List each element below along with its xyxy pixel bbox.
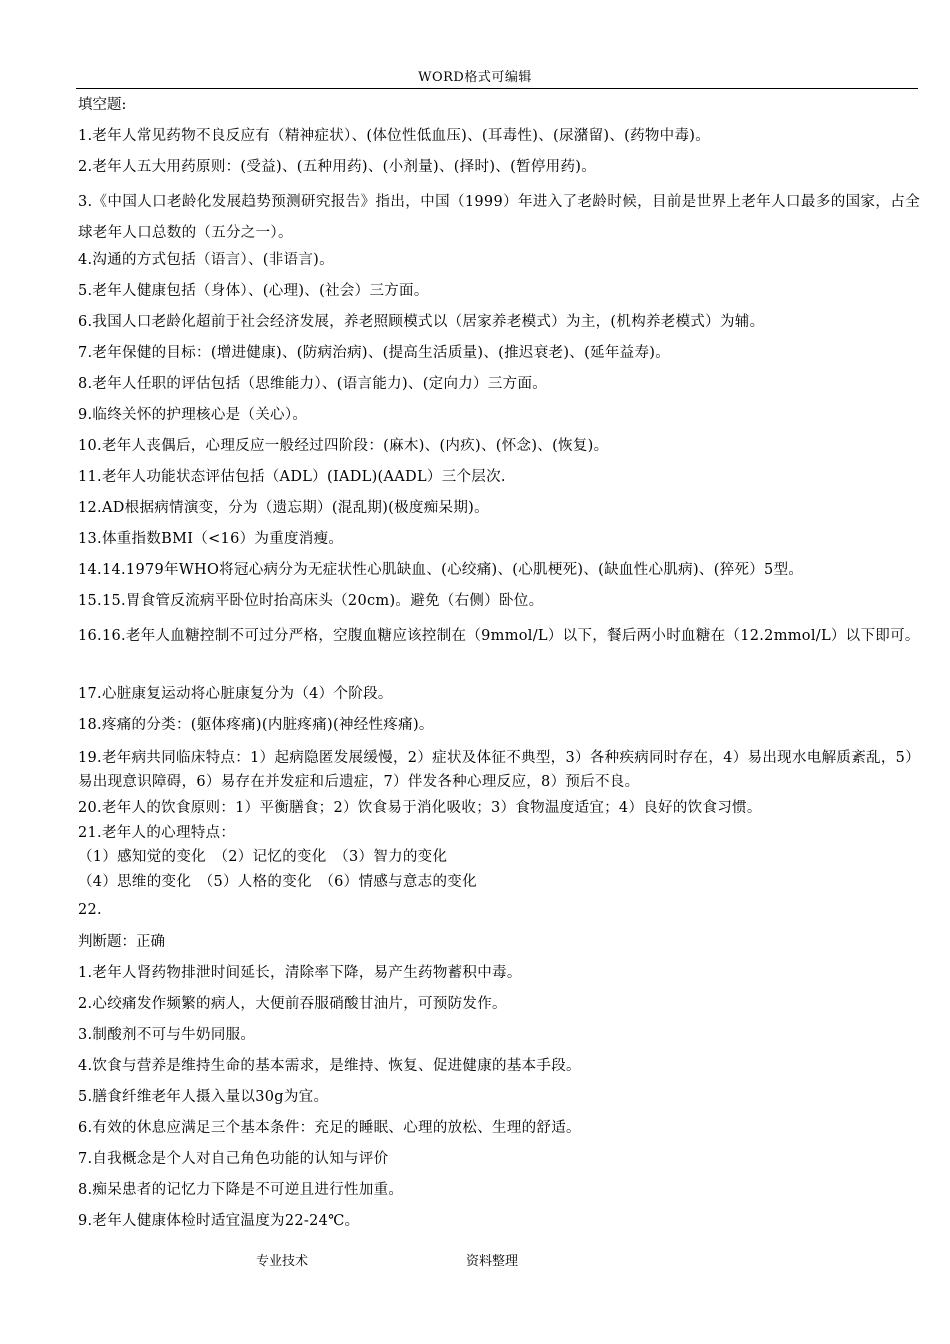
judge-item-9: 9.老年人健康体检时适宜温度为22-24℃。 [78, 1213, 360, 1229]
fill-item-6: 6.我国人口老龄化超前于社会经济发展，养老照顾模式以（居家养老模式）为主，(机构养老模式）为辅。 [78, 314, 765, 330]
header-rule [76, 88, 918, 89]
fill-item-20: 20.老年人的饮食原则：1）平衡膳食；2）饮食易于消化吸收；3）食物温度适宜；4）良好的饮食习惯。 [78, 800, 762, 816]
fill-item-3: 3.《中国人口老龄化发展趋势预测研究报告》指出，中国（1999）年进入了老龄时候，目前是世界上老年人口最多的国家，占全球老年人口总数的（五分之一）。 [78, 194, 920, 241]
fill-item-21-title: 21.老年人的心理特点： [78, 825, 236, 841]
fill-item-9: 9.临终关怀的护理核心是（关心）。 [78, 407, 308, 423]
fill-item-17: 17.心脏康复运动将心脏康复分为（4）个阶段。 [78, 686, 393, 702]
fill-item-21-row-2: （4）思维的变化 （5）人格的变化 （6）情感与意志的变化 [78, 874, 477, 890]
fill-item-22: 22. [78, 902, 102, 918]
judge-item-2: 2.心绞痛发作频繁的病人，大便前吞服硝酸甘油片，可预防发作。 [78, 996, 507, 1012]
judge-item-5: 5.膳食纤维老年人摄入量以30g为宜。 [78, 1089, 329, 1105]
document-body [78, 94, 920, 1239]
fill-item-15: 15.15.胃食管反流病平卧位时抬高床头（20cm)。避免（右侧）卧位。 [78, 593, 544, 609]
header-text: WORD格式可编辑 [418, 70, 532, 85]
judge-item-7: 7.自我概念是个人对自己角色功能的认知与评价 [78, 1151, 389, 1167]
fill-item-11: 11.老年人功能状态评估包括（ADL）(IADL)(AADL）三个层次. [78, 469, 506, 485]
fill-item-1: 1.老年人常见药物不良反应有（精神症状）、(体位性低血压)、(耳毒性)、(尿潴留)、(药物中毒)。 [78, 128, 711, 144]
fill-item-14: 14.14.1979年WHO将冠心病分为无症状性心肌缺血、(心绞痛)、(心肌梗死)、(缺血性心肌病)、(猝死）5型。 [78, 562, 804, 578]
judge-item-3: 3.制酸剂不可与牛奶同服。 [78, 1027, 256, 1043]
fill-item-7: 7.老年保健的目标：(增进健康)、(防病治病)、(提高生活质量)、(推迟衰老)、(延年益寿)。 [78, 345, 671, 361]
judge-item-6: 6.有效的休息应满足三个基本条件：充足的睡眠、心理的放松、生理的舒适。 [78, 1120, 581, 1136]
page-footer [0, 1250, 950, 1268]
fill-item-13: 13.体重指数BMI（<16）为重度消瘦。 [78, 531, 344, 547]
judge-item-1: 1.老年人肾药物排泄时间延长，清除率下降，易产生药物蓄积中毒。 [78, 965, 522, 981]
section-title-true-false: 判断题：正确 [78, 934, 165, 950]
fill-item-8: 8.老年人任职的评估包括（思维能力）、(语言能力)、(定向力）三方面。 [78, 376, 548, 392]
fill-item-18: 18.疼痛的分类：(躯体疼痛)(内脏疼痛)(神经性疼痛)。 [78, 717, 434, 733]
fill-item-4: 4.沟通的方式包括（语言）、(非语言)。 [78, 252, 334, 268]
fill-item-10: 10.老年人丧偶后，心理反应一般经过四阶段：(麻木)、(内疚)、(怀念)、(恢复)。 [78, 438, 609, 454]
fill-item-19: 19.老年病共同临床特点：1）起病隐匿发展缓慢，2）症状及体征不典型，3）各种疾病同时存在，4）易出现水电解质紊乱，5）易出现意识障碍，6）易存在并发症和后遗症，7）伴发各种心理反应，8）预后不良。 [78, 750, 920, 790]
judge-item-8: 8.痴呆患者的记忆力下降是不可逆且进行性加重。 [78, 1182, 404, 1198]
footer-right: 资料整理 [466, 1254, 519, 1269]
fill-item-21-row-1: （1）感知觉的变化 （2）记忆的变化 （3）智力的变化 [78, 849, 448, 865]
fill-item-12: 12.AD根据病情演变，分为（遗忘期）(混乱期)(极度痴呆期)。 [78, 500, 489, 516]
fill-item-16: 16.16.老年人血糖控制不可过分严格，空腹血糖应该控制在（9mmol/L）以下，餐后两小时血糖在（12.2mmol/L）以下即可。 [78, 628, 920, 644]
section-title-fill-in: 填空题: [78, 97, 127, 113]
fill-item-2: 2.老年人五大用药原则：(受益)、(五种用药)、(小剂量)、(择时)、(暂停用药)。 [78, 159, 597, 175]
fill-item-5: 5.老年人健康包括（身体）、(心理)、(社会）三方面。 [78, 283, 429, 299]
judge-item-4: 4.饮食与营养是维持生命的基本需求，是维持、恢复、促进健康的基本手段。 [78, 1058, 581, 1074]
footer-left: 专业技术 [256, 1254, 309, 1269]
